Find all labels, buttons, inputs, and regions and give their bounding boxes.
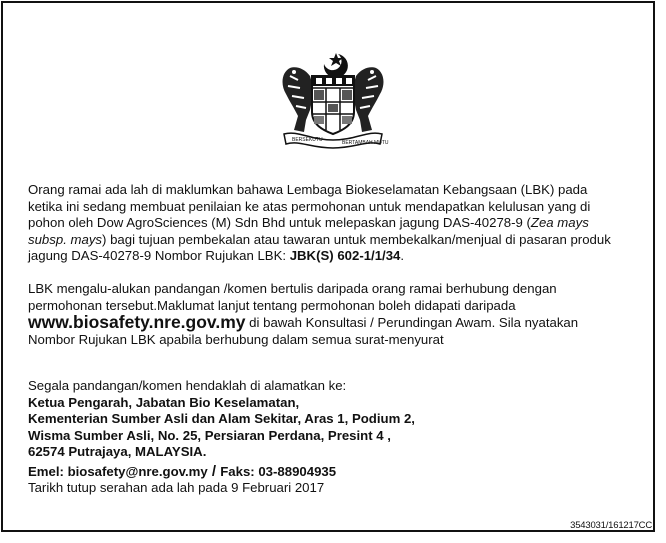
- paragraph-line: subsp. mays) bagi tujuan pembekalan atau tawaran untuk membekalkan/menjual di pasaran produk: [28, 231, 611, 247]
- svg-text:BERTAMBAH MUTU: BERTAMBAH MUTU: [342, 140, 389, 146]
- address-line: Wisma Sumber Asli, No. 25, Persiaran Perdana, Presint 4 ,: [28, 427, 391, 443]
- svg-text:BERSEKUTU: BERSEKUTU: [292, 137, 323, 143]
- announcement-paragraph: [28, 182, 648, 265]
- address-line: Ketua Pengarah, Jabatan Bio Keselamatan,: [28, 394, 300, 410]
- address-intro: Segala pandangan/komen hendaklah di alamatkan ke:: [28, 378, 347, 393]
- paragraph-line: ketika ini sedang membuat penilaian ke atas permohonan untuk mendapatkan kelulusan yang di: [28, 198, 591, 214]
- paragraph-line: permohonan tersebut.Maklumat lanjut tentang permohonan boleh didapati daripada: [28, 297, 516, 313]
- deadline-line: Tarikh tutup serahan ada lah pada 9 Februari 2017: [28, 480, 325, 495]
- paragraph-line: pohon oleh Dow AgroSciences (M) Sdn Bhd untuk melepaskan jagung DAS-40278-9 (Zea mays: [28, 215, 589, 230]
- ad-code: 3543031/161217CC: [570, 520, 652, 531]
- address-line: Kementerian Sumber Asli dan Alam Sekitar, Aras 1, Podium 2,: [28, 411, 415, 426]
- species-name: Zea mays: [530, 215, 589, 230]
- subspecies-name: subsp. mays: [28, 231, 103, 247]
- address-block: [28, 378, 648, 497]
- email-address[interactable]: Emel: biosafety@nre.gov.my: [28, 463, 208, 479]
- comments-paragraph: [28, 281, 648, 348]
- paragraph-line: www.biosafety.nre.gov.my di bawah Konsultasi / Perundingan Awam. Sila nyatakan: [28, 312, 579, 332]
- paragraph-line: Orang ramai ada lah di maklumkan bahawa Lembaga Biokeselamatan Kebangsaan (LBK) pada: [28, 182, 588, 197]
- address-line: 62574 Putrajaya, MALAYSIA.: [28, 444, 207, 459]
- paragraph-line: Nombor Rujukan LBK apabila berhubung dalam semua surat-menyurat: [28, 331, 444, 347]
- malaysia-coat-of-arms-icon: [268, 50, 398, 150]
- website-link[interactable]: www.biosafety.nre.gov.my: [28, 312, 246, 332]
- paragraph-line: LBK mengalu-alukan pandangan /komen bertulis daripada orang ramai berhubung dengan: [28, 281, 557, 296]
- paragraph-line: jagung DAS-40278-9 Nombor Rujukan LBK: JBK(S) 602-1/1/34.: [28, 248, 405, 263]
- contact-line: Emel: biosafety@nre.gov.my / Faks: 03-88904935: [28, 462, 337, 480]
- fax-number: Faks: 03-88904935: [220, 463, 337, 479]
- reference-number: JBK(S) 602-1/1/34: [289, 248, 401, 263]
